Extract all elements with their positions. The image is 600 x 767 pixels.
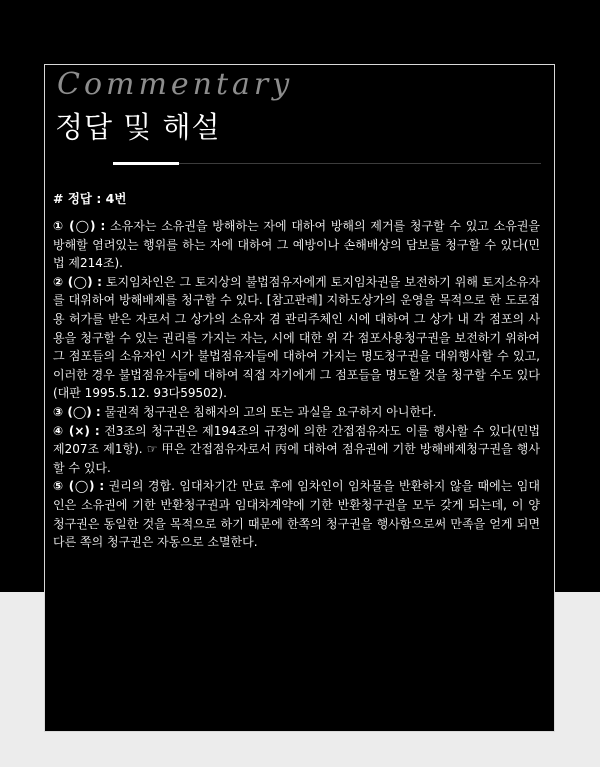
item-mark: ① (◯) :: [53, 219, 106, 233]
explanation-item-5: [53, 477, 540, 551]
item-mark: ② (◯) :: [53, 274, 102, 289]
answer-line: # 정답 : 4번: [53, 191, 127, 206]
item-text: 토지임차인은 그 토지상의 불법점유자에게 토지임차권을 보전하기 위해 토지소유자를 대위하여 방해배제를 청구할 수 있다. [참고판례] 지하도상가의 운영을 목적으로 한 도로점용 허가를 받은 자로서 그 상가의 소유자 겸 관리주체인 시에 대하여 그 상가 내 각 점포의 사용을 청구할 수 있는 권리를 가지는 자는, 시에 대한 위 각 점포사용청구권을 보전하기 위하여 그 점포들의 소유자인 시가 불법점유자들에 대하여 가지는 명도청구권을 대위행사할 수 있고, 이러한 경우 불법점유자들에 대하여 직접 자기에게 그 점포들을 명도할 것을 청구할 수도 있다(대판 1995.5.12. 93다59502).: [53, 274, 540, 401]
item-text: 물권적 청구권은 침해자의 고의 또는 과실을 요구하지 아니한다.: [100, 404, 437, 419]
item-text: 소유자는 소유권을 방해하는 자에 대하여 방해의 제거를 청구할 수 있고 소유권을 방해할 염려있는 행위를 하는 자에 대하여 그 예방이나 손해배상의 담보를 청구할 수 있다(민법 제214조).: [53, 219, 541, 271]
commentary-card: [44, 64, 555, 732]
explanation-body: [53, 217, 540, 552]
explanation-item-1: [53, 217, 540, 273]
title-divider-accent: [113, 162, 179, 165]
page-title: 정답 및 해설: [55, 110, 221, 144]
item-mark: ⑤ (◯) :: [53, 479, 105, 494]
explanation-item-4: [53, 422, 540, 478]
item-mark: ③ (◯) :: [53, 404, 101, 419]
item-text: 전3조의 청구권은 제194조의 규정에 의한 간접점유자도 이를 행사할 수 있다(민법 제207조 제1항). ☞ 甲은 간접점유자로서 丙에 대하여 점유권에 기한 방해배제청구권을 행사할 수 있다.: [53, 423, 540, 475]
explanation-item-2: [53, 273, 540, 403]
explanation-item-3: [53, 403, 540, 422]
commentary-script-title: Commentary: [57, 67, 294, 102]
item-mark: ④ (×) :: [53, 423, 100, 438]
item-text: 권리의 경합. 임대차기간 만료 후에 임차인이 임차물을 반환하지 않을 때에는 임대인은 소유권에 기한 반환청구권과 임대차계약에 기한 반환청구권을 모두 갖게 되는데, 이 양 청구권은 동일한 것을 목적으로 하기 때문에 한쪽의 청구권을 행사함으로써 만족을 얻게 되면 다른 쪽의 청구권은 자동으로 소멸한다.: [53, 479, 540, 550]
